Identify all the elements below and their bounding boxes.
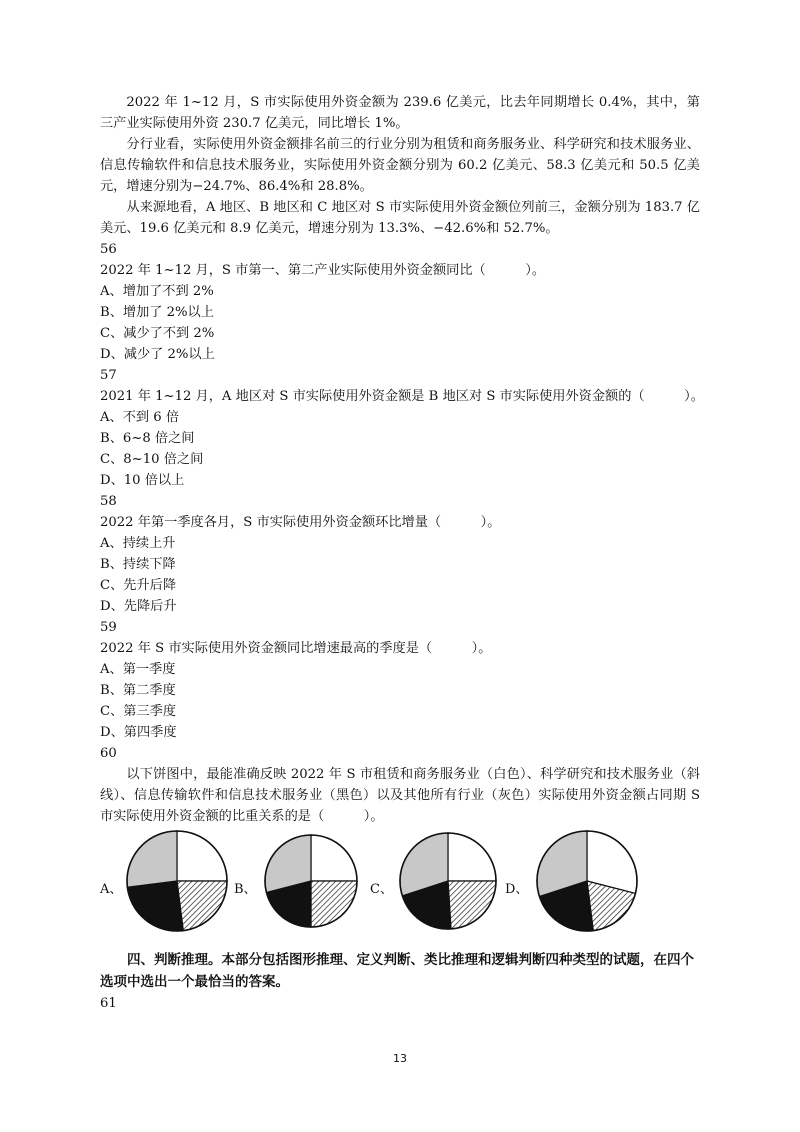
option-a: A、持续上升	[100, 536, 176, 551]
question-number: 61	[100, 996, 117, 1011]
pie-label-c: C、	[370, 882, 393, 897]
option-d: D、10 倍以上	[100, 473, 185, 488]
intro-paragraph-1: 2022 年 1~12 月，S 市实际使用外资金额为 239.6 亿美元，比去年同期增长 0.4%，其中，第三产业实际使用外资 230.7 亿美元，同比增长 1%。	[100, 95, 700, 131]
pie-label-b: B、	[234, 882, 257, 897]
question-stem: 2022 年 1~12 月，S 市第一、第二产业实际使用外资金额同比（ ）。	[100, 263, 546, 278]
question-number: 58	[100, 494, 117, 509]
question-number: 59	[100, 620, 117, 635]
question-stem: 2022 年第一季度各月，S 市实际使用外资金额环比增量（ ）。	[100, 515, 501, 530]
option-c: C、减少了不到 2%	[100, 326, 215, 341]
option-a: A、第一季度	[100, 662, 176, 677]
pie-chart-d	[532, 829, 642, 933]
pie-slice-gray	[127, 831, 177, 887]
option-a: A、增加了不到 2%	[100, 284, 214, 299]
option-c: C、先升后降	[100, 578, 177, 593]
option-b: B、第二季度	[100, 683, 176, 698]
intro-paragraph-2: 分行业看，实际使用外资金额排名前三的行业分别为租赁和商务服务业、科学研究和技术服务业、信息传输软件和信息技术服务业，实际使用外资金额分别为 60.2 亿美元、58.3 亿美元和 50.5 亿美元，增速分别为−24.7%、86.4%和 28.8%。	[100, 137, 700, 194]
option-d: D、减少了 2%以上	[100, 347, 215, 362]
question-stem: 2021 年 1~12 月，A 地区对 S 市实际使用外资金额是 B 地区对 S 市实际使用外资金额的（ ）。	[100, 389, 704, 404]
page-number: 13	[393, 1052, 407, 1065]
question-number: 57	[100, 368, 117, 383]
option-d: D、先降后升	[100, 599, 177, 614]
option-c: C、8~10 倍之间	[100, 452, 204, 467]
question-stem: 2022 年 S 市实际使用外资金额同比增速最高的季度是（ ）。	[100, 641, 492, 656]
document-page	[100, 92, 704, 1014]
option-b: B、增加了 2%以上	[100, 305, 214, 320]
intro-paragraph-3: 从来源地看，A 地区、B 地区和 C 地区对 S 市实际使用外资金额位列前三，金额分别为 183.7 亿美元、19.6 亿美元和 8.9 亿美元，增速分别为 13.3%、−42.6%和 52.7%。	[100, 200, 700, 236]
pie-slice-black	[127, 881, 183, 931]
question-number: 56	[100, 242, 117, 257]
section-heading: 四、判断推理。本部分包括图形推理、定义判断、类比推理和逻辑判断四种类型的试题，在四个选项中选出一个最恰当的答案。	[100, 952, 694, 990]
option-a: A、不到 6 倍	[100, 410, 180, 425]
option-b: B、6~8 倍之间	[100, 431, 195, 446]
pie-chart-options	[100, 829, 700, 947]
option-b: B、持续下降	[100, 557, 176, 572]
pie-chart-a	[125, 829, 229, 933]
question-number: 60	[100, 746, 117, 761]
pie-chart-c	[398, 829, 498, 933]
option-c: C、第三季度	[100, 704, 177, 719]
pie-label-a: A、	[100, 882, 123, 897]
pie-label-d: D、	[505, 882, 529, 897]
pie-chart-b	[263, 829, 359, 933]
option-d: D、第四季度	[100, 725, 177, 740]
question-stem: 以下饼图中，最能准确反映 2022 年 S 市租赁和商务服务业（白色）、科学研究和技术服务业（斜线）、信息传输软件和信息技术服务业（黑色）以及其他所有行业（灰色）实际使用外资金额占同期 S 市实际使用外资金额的比重关系的是（ ）。	[100, 767, 700, 824]
